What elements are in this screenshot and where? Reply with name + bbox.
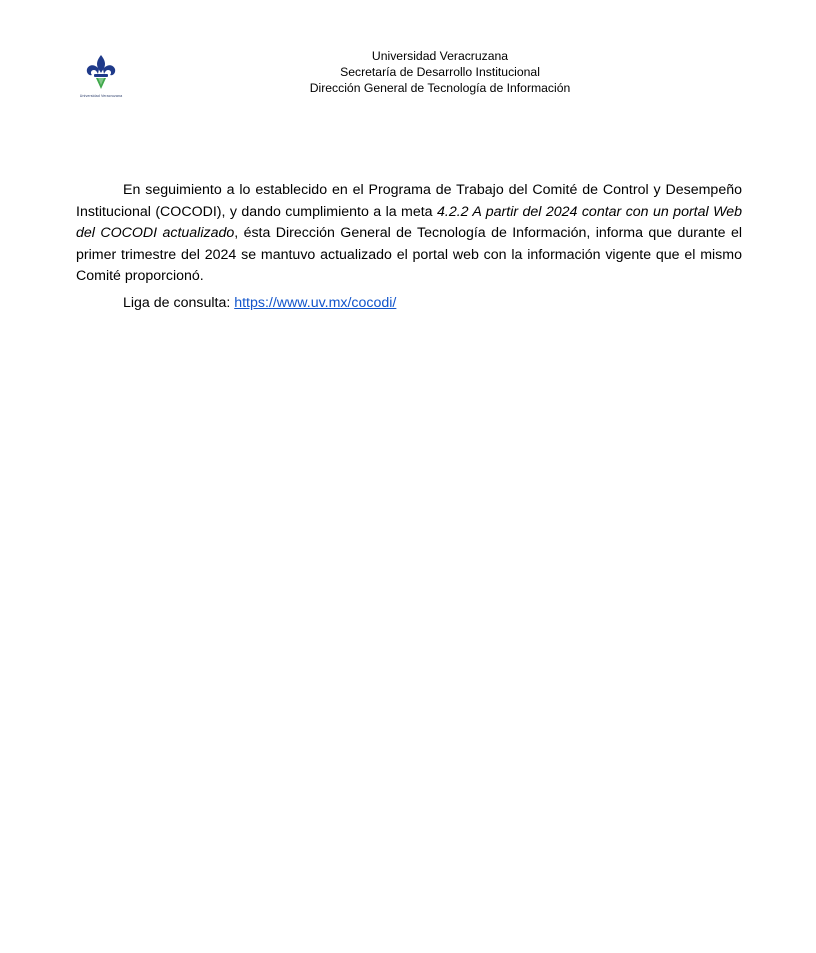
main-paragraph — [76, 180, 742, 288]
meta-reference: 4.2.2 A partir del 2024 contar con un portal Web del COCODI actualizado — [76, 203, 742, 241]
header-university: Universidad Veracruzana — [371, 49, 509, 63]
paragraph-text-start: En seguimiento a lo establecido en el Programa de Trabajo del Comité de Control y Desempeño Institucional (COCODI), y dando cumplimiento a la meta — [76, 182, 742, 220]
university-logo — [74, 54, 128, 102]
link-label: Liga de consulta: — [123, 294, 235, 311]
consult-link-paragraph — [76, 293, 742, 315]
header-secretariat: Secretaría de Desarrollo Institucional — [340, 65, 540, 79]
flor-de-lis-icon — [85, 54, 117, 90]
header-directorate: Dirección General de Tecnología de Información — [309, 81, 571, 95]
document-body — [76, 180, 742, 314]
document-header — [240, 48, 640, 96]
cocodi-link[interactable]: https://www.uv.mx/cocodi/ — [234, 294, 397, 311]
logo-caption: Universidad Veracruzana — [79, 94, 123, 98]
paragraph-text-end: , ésta Dirección General de Tecnología de Información, informa que durante el primer trimestre del 2024 se mantuvo actualizado el portal web con la información vigente que el mismo Comité proporcionó. — [76, 225, 742, 284]
